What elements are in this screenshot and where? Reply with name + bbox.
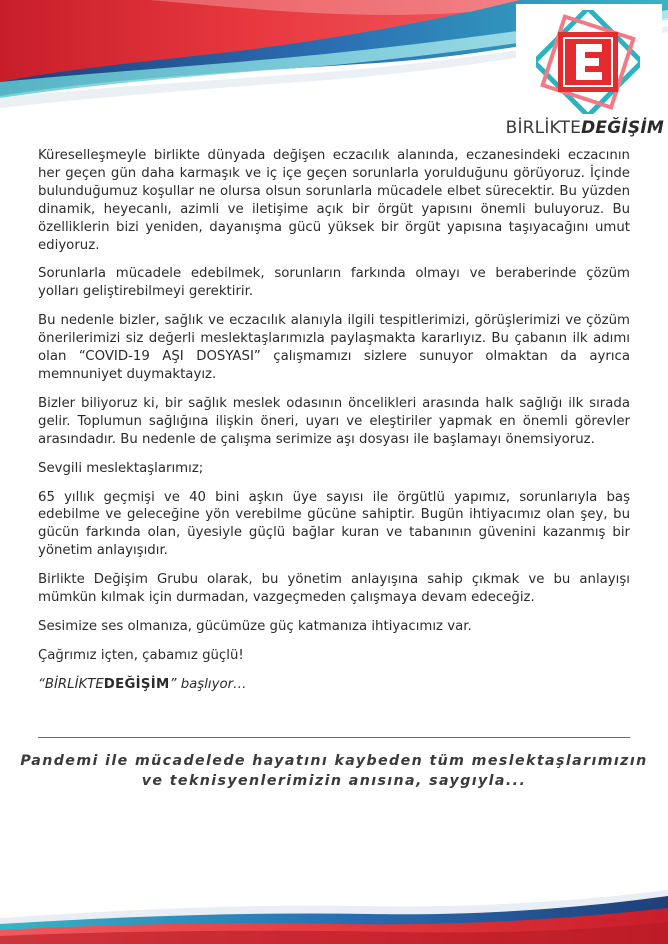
paragraph: Birlikte Değişim Grubu olarak, bu yönetim anlayışına sahip çıkmak ve bu anlayışı mümkün kılmak için durmadan, vazgeçmeden çalışmaya devam edeceğiz. xyxy=(38,572,630,606)
paragraph: Küreselleşmeyle birlikte dünyada değişen eczacılık alanında, eczanesindeki eczacının her geçen gün daha karmaşık ve iç içe geçen sorunlarla yorulduğunu görüyoruz. İçinde bulunduğumuz koşullar ne olursa olsun sorunlarla mücadele elbet sürecektir. Bu yüzden dinamik, heyecanlı, azimli ve iletişime açık bir örgüt yapısını önemli buluyoruz. Bu özelliklerin bizi yeniden, dayanışma gücü yüksek bir örgüt yapısına taşıyacağını umut ediyoruz. xyxy=(38,148,630,253)
paragraph: Sevgili meslektaşlarımız; xyxy=(38,460,204,476)
bottom-wave-decoration xyxy=(0,874,668,944)
brand-bold-text: DEĞİŞİM xyxy=(581,118,664,138)
birlikte-degisim-logo xyxy=(536,10,640,114)
closing-open-quote: “ xyxy=(38,676,45,692)
closing-line xyxy=(38,676,630,694)
memorial-note xyxy=(20,751,648,791)
brand-light-text: BİRLİKTE xyxy=(505,118,582,138)
closing-light-text: BİRLİKTE xyxy=(44,676,104,692)
divider-line xyxy=(38,737,630,738)
paragraph: Bizler biliyoruz ki, bir sağlık meslek odasının öncelikleri arasında halk sağlığı ilk sırada gelir. Toplumun sağlığına ilişkin öneri, uyarı ve eleştiriler yapmak en önemli görevler arasındadır. Bu nedenle de çalışma serimize aşı dosyası ile başlamayı önemsiyoruz. xyxy=(38,395,630,447)
paragraph: Çağrımız içten, çabamız güçlü! xyxy=(38,647,244,663)
paragraph: Sorunlarla mücadele edebilmek, sorunların farkında olmayı ve beraberinde çözüm yolları geliştirebilmeyi gerektirir. xyxy=(38,266,630,300)
memorial-line: Pandemi ile mücadelede hayatını kaybeden tüm meslektaşlarımızın xyxy=(20,753,648,769)
paragraph: Sesimize ses olmanıza, gücümüze güç katmanıza ihtiyacımız var. xyxy=(38,618,472,634)
letter-body xyxy=(38,147,630,705)
paragraph: Bu nedenle bizler, sağlık ve eczacılık alanıyla ilgili tespitlerimizi, görüşlerimizi ve çözüm önerilerimizi siz değerli meslektaşlarımızla paylaşmakta kararlıyız. Bu çabanın ilk adımı olan “COVID-19 AŞI DOSYASI” çalışmamızı sizlere sunuyor olmaktan da ayrıca memnuniyet duymaktayız. xyxy=(38,313,630,382)
memorial-line: ve teknisyenlerimizin anısına, saygıyla... xyxy=(141,773,527,789)
brand-wordmark xyxy=(494,118,664,138)
closing-rest-text: ” başlıyor… xyxy=(169,676,247,692)
closing-bold-text: DEĞİŞİM xyxy=(103,676,170,692)
paragraph: 65 yıllık geçmişi ve 40 bini aşkın üye sayısı ile örgütlü yapımız, sorunlarıyla baş edebilme ve geleceğine yön verebilme gücüne sahiptir. Bugün ihtiyacımız olan şey, bu gücün farkında olan, üyesiyle güçlü bağlar kuran ve tabanının güvenini kazanmış bir yönetim anlayışıdır. xyxy=(38,489,630,559)
